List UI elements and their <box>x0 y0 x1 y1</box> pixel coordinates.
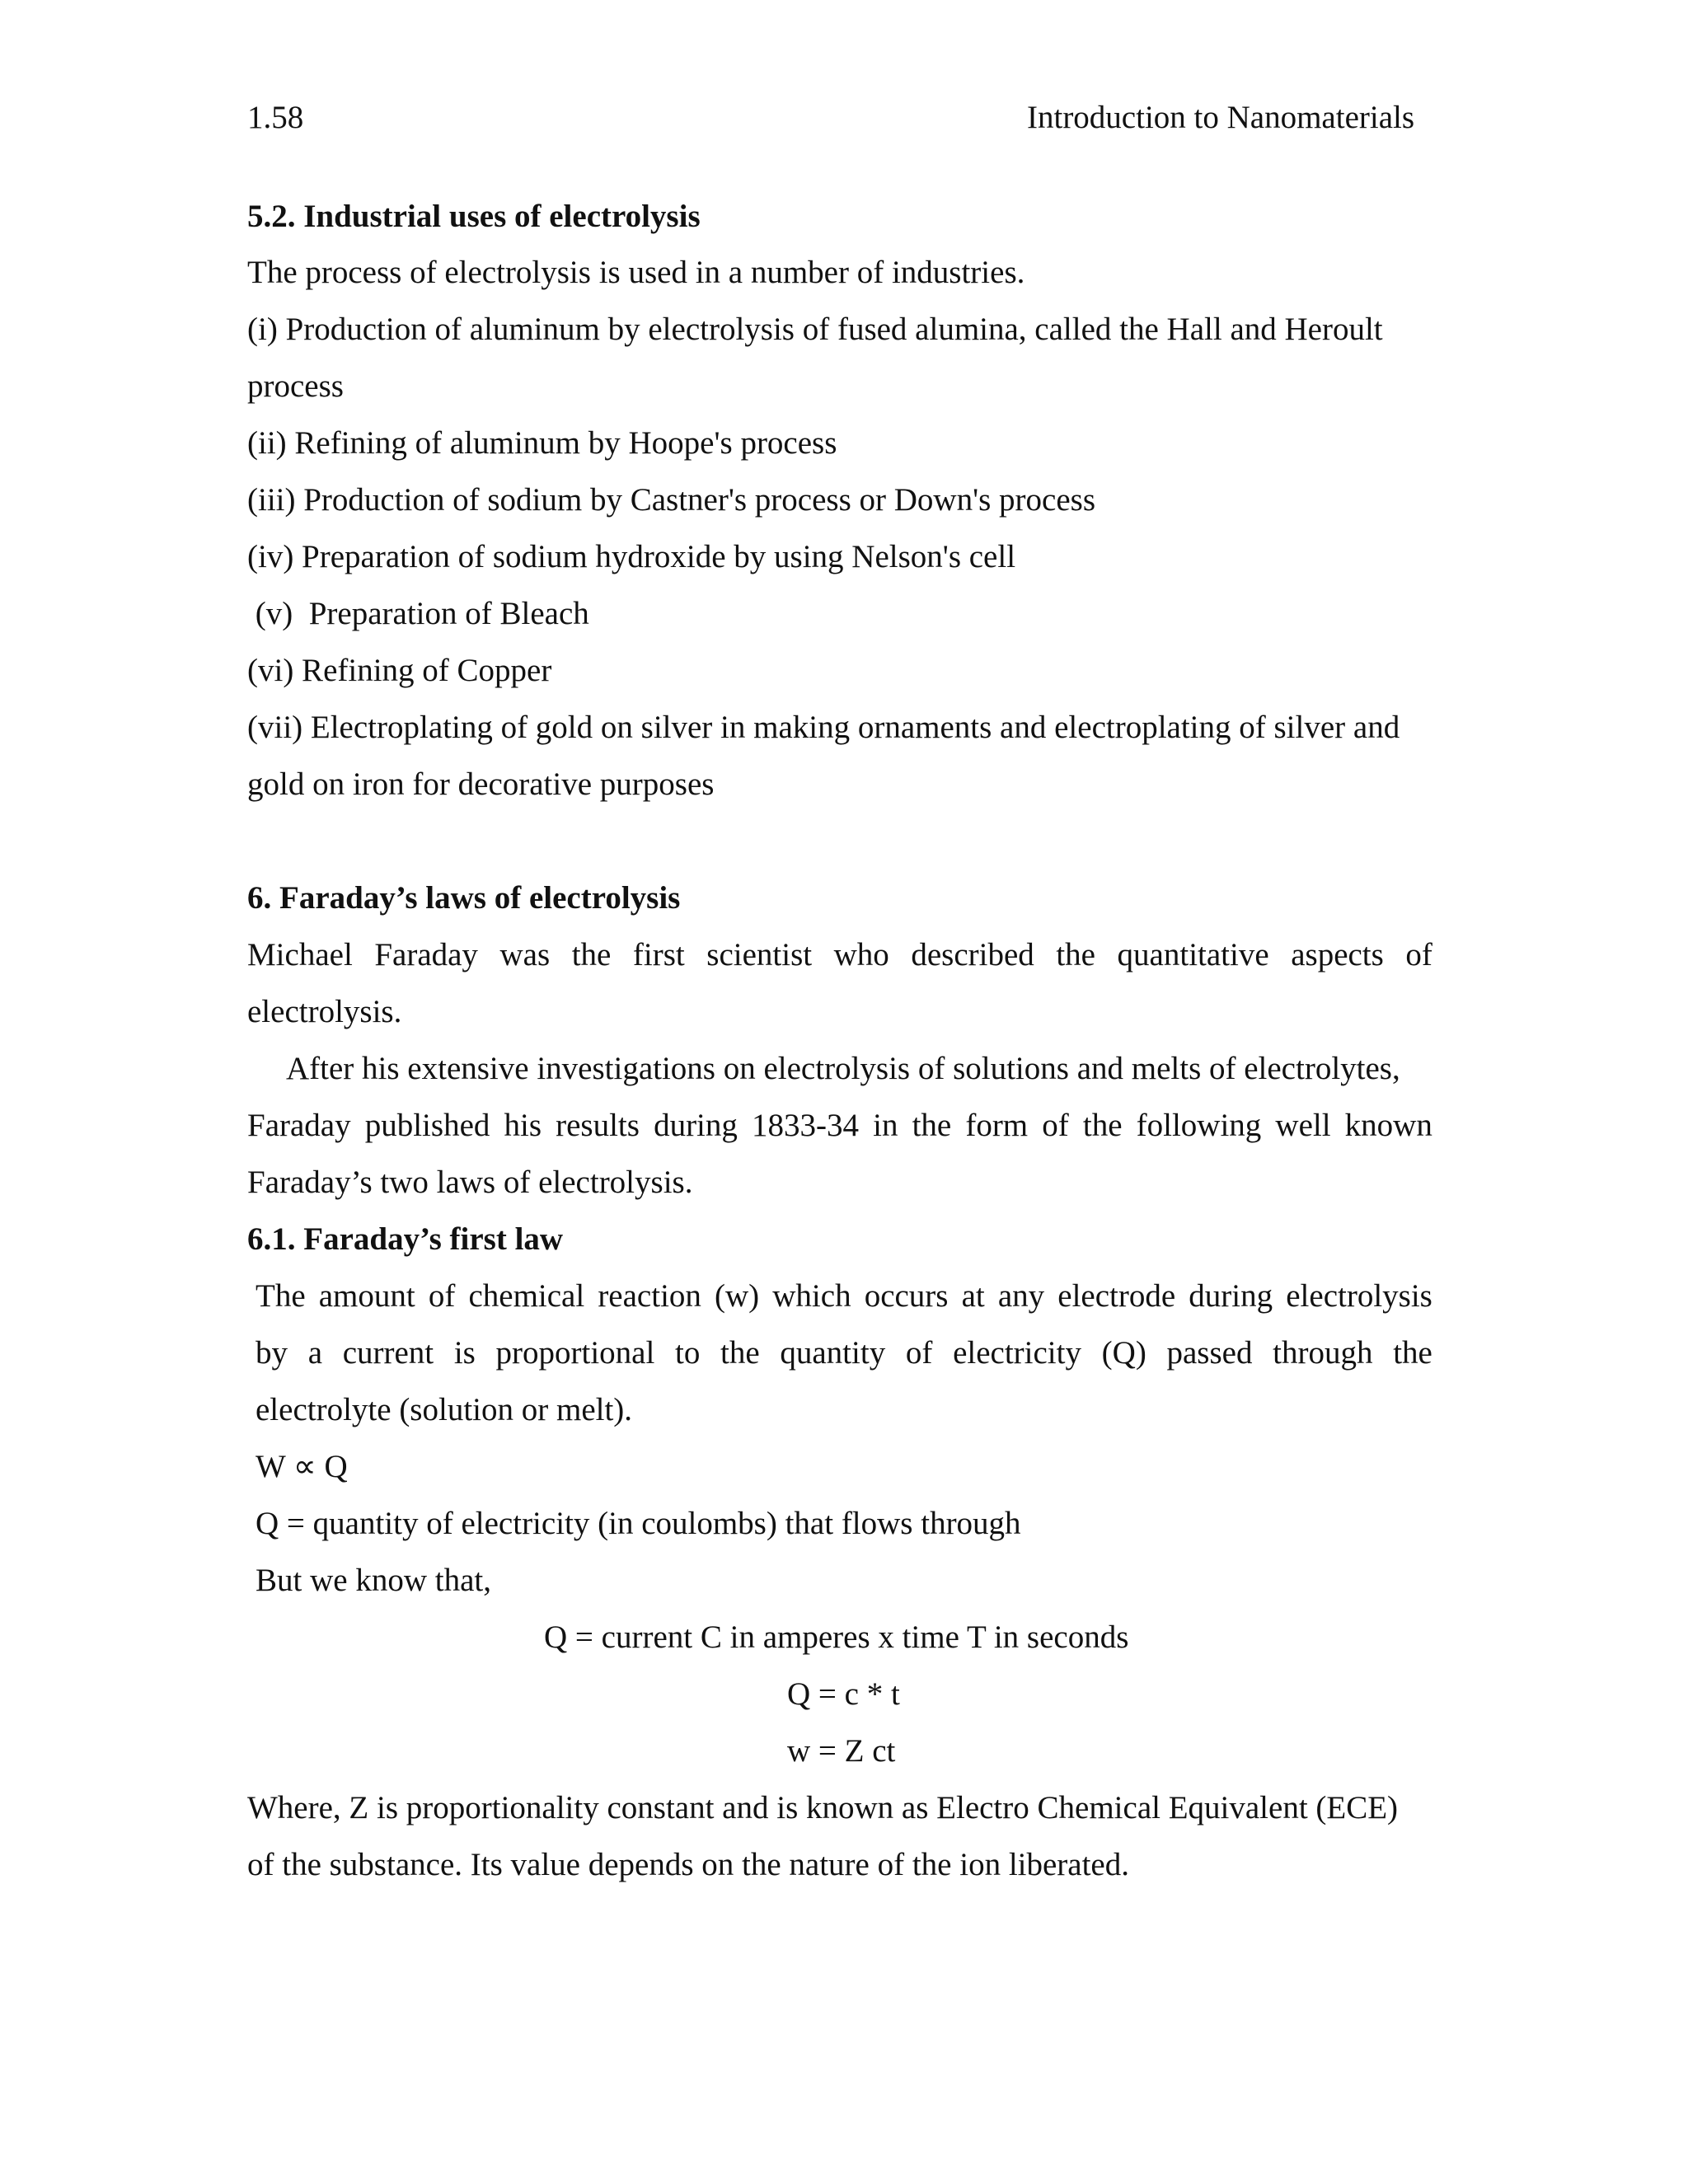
word: electricity <box>953 1335 1081 1371</box>
word: is <box>453 1335 476 1371</box>
word: who <box>833 937 889 972</box>
word: his <box>504 1108 542 1143</box>
list-item: (vi) Refining of Copper <box>247 653 552 688</box>
word: the <box>1056 937 1095 972</box>
equation-2: Q = c * t <box>787 1676 900 1712</box>
list-item-continuation: gold on iron for decorative purposes <box>247 766 715 802</box>
word: by <box>256 1335 288 1371</box>
paragraph-line: electrolyte (solution or melt). <box>256 1392 633 1427</box>
word: scientist <box>706 937 813 972</box>
page-number: 1.58 <box>247 100 304 135</box>
word: through <box>1273 1335 1373 1371</box>
word: a <box>307 1335 322 1371</box>
list-item: (ii) Refining of aluminum by Hoope's process <box>247 425 837 461</box>
word: the <box>720 1335 760 1371</box>
word: (w) <box>715 1278 760 1314</box>
word: the <box>912 1108 952 1143</box>
word: well <box>1275 1108 1331 1143</box>
word: of <box>1405 937 1432 972</box>
list-item: (v) Preparation of Bleach <box>247 596 589 631</box>
word: which <box>772 1278 851 1314</box>
list-item-continuation: process <box>247 368 344 404</box>
word: any <box>997 1278 1045 1314</box>
list-item: (iv) Preparation of sodium hydroxide by using Nelson's cell <box>247 539 1016 574</box>
word: chemical <box>468 1278 585 1314</box>
word: the <box>1082 1108 1123 1143</box>
paragraph-line: But we know that, <box>256 1563 491 1598</box>
paragraph-line: electrolysis. <box>247 994 402 1029</box>
paragraph-justified-line <box>256 1277 1432 1315</box>
word: quantity <box>780 1335 886 1371</box>
word: Faraday <box>247 1108 351 1143</box>
word: first <box>632 937 685 972</box>
word: proportional <box>495 1335 655 1371</box>
word: of <box>428 1278 456 1314</box>
word: of <box>1042 1108 1069 1143</box>
word: Michael <box>247 937 353 972</box>
word: known <box>1344 1108 1432 1143</box>
section-heading-6: 6. Faraday’s laws of electrolysis <box>247 880 681 916</box>
word: quantitative <box>1117 937 1269 972</box>
word: published <box>364 1108 490 1143</box>
word: 1833-34 <box>752 1108 859 1143</box>
proportion-formula: W ∝ Q <box>256 1449 348 1484</box>
equation-1: Q = current C in amperes x time T in seconds <box>544 1619 1129 1655</box>
word: in <box>873 1108 898 1143</box>
paragraph-line: of the substance. Its value depends on the nature of the ion liberated. <box>247 1847 1129 1882</box>
paragraph-justified-line <box>256 1334 1432 1372</box>
running-title: Introduction to Nanomaterials <box>1027 100 1415 135</box>
paragraph-line-indented: After his extensive investigations on electrolysis of solutions and melts of electrolytes, <box>286 1051 1400 1086</box>
word: results <box>556 1108 640 1143</box>
word: passed <box>1166 1335 1253 1371</box>
paragraph-line: Where, Z is proportionality constant and is known as Electro Chemical Equivalent (ECE) <box>247 1790 1399 1825</box>
word: the <box>571 937 612 972</box>
word: The <box>256 1278 306 1314</box>
word: occurs <box>864 1278 949 1314</box>
word: was <box>499 937 551 972</box>
word: the <box>1393 1335 1432 1371</box>
word: described <box>911 937 1034 972</box>
section-heading-5-2: 5.2. Industrial uses of electrolysis <box>247 199 701 234</box>
paragraph-intro: The process of electrolysis is used in a number of industries. <box>247 255 1025 290</box>
list-item: (i) Production of aluminum by electrolysis of fused alumina, called the Hall and Heroult <box>247 312 1383 347</box>
word: during <box>654 1108 738 1143</box>
paragraph-line: Faraday’s two laws of electrolysis. <box>247 1165 693 1200</box>
word: electrode <box>1057 1278 1176 1314</box>
word: Faraday <box>374 937 478 972</box>
word: at <box>961 1278 985 1314</box>
word: form <box>965 1108 1029 1143</box>
word: electrolysis <box>1286 1278 1432 1314</box>
word: current <box>342 1335 434 1371</box>
equation-3: w = Z ct <box>787 1733 896 1769</box>
word: following <box>1136 1108 1262 1143</box>
q-definition: Q = quantity of electricity (in coulombs) that flows through <box>256 1506 1021 1541</box>
word: to <box>675 1335 701 1371</box>
word: amount <box>318 1278 415 1314</box>
list-item: (iii) Production of sodium by Castner's process or Down's process <box>247 482 1096 518</box>
paragraph-justified-line <box>247 1107 1432 1145</box>
section-heading-6-1: 6.1. Faraday’s first law <box>247 1221 564 1257</box>
word: reaction <box>598 1278 701 1314</box>
word: of <box>905 1335 933 1371</box>
paragraph-justified-line <box>247 936 1432 974</box>
word: (Q) <box>1101 1335 1146 1371</box>
word: during <box>1189 1278 1273 1314</box>
list-item: (vii) Electroplating of gold on silver in making ornaments and electroplating of silver and <box>247 710 1400 745</box>
word: aspects <box>1291 937 1384 972</box>
